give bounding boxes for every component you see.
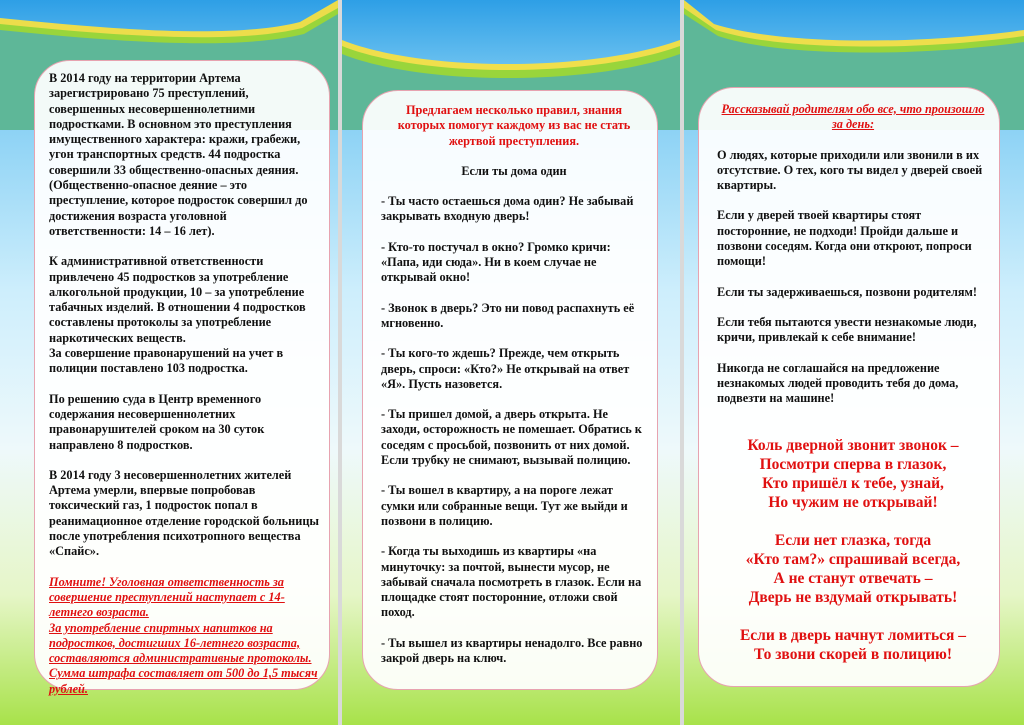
advice-paragraph: Если ты задерживаешься, позвони родителям! [717, 284, 978, 299]
statistics-card [34, 60, 330, 696]
poem-line: Дверь не вздумай открывать! [748, 589, 958, 607]
poem-stanza [717, 626, 989, 664]
advice-paragraph: Если у дверей твоей квартиры стоят посторонние, не подходи! Пройди дальше и позвони соседям. Когда они откроют, попроси помощи! [717, 208, 972, 269]
rule-item: - Кто-то постучал в окно? Громко кричи: «Папа, иди сюда». Ни в коем случае не открывай окно! [381, 239, 611, 285]
poem-line: Коль дверной звонит звонок – [747, 437, 959, 455]
advice-heading: Рассказывай родителям обо все, что произошло за день: [721, 102, 985, 132]
stats-paragraph: В 2014 году 3 несовершеннолетних жителей Артема умерли, впервые попробовав токсический газ, 1 подросток попал в реанимационное отделение городской больницы после употребления психотропного вещества «Спайс». [49, 467, 320, 559]
stats-paragraph: За совершение правонарушений на учет в полиции поставлено 103 подростка. [49, 346, 284, 376]
fine-note: За употребление спиртных напитков на подростков, достигших 16-летнего возраста, составляются административные протоколы. Сумма штрафа составляет от 500 до 1,5 тысяч рублей. [49, 620, 318, 696]
rule-item: - Ты пришел домой, а дверь открыта. Не заходи, осторожность не помешает. Обратись к соседям с просьбой, позвонить от них домой. Если трубку не снимают, вызывай полицию. [381, 407, 642, 468]
advice-paragraph: О людях, которые приходили или звонили в их отсутствие. О тех, кого ты видел у дверей своей квартиры. [717, 147, 983, 193]
rule-item: - Ты вышел из квартиры ненадолго. Все равно закрой дверь на ключ. [381, 635, 643, 666]
poem-line: «Кто там?» спрашивай всегда, [745, 551, 961, 569]
parents-advice-card [698, 87, 1000, 687]
poem-stanza [717, 531, 989, 607]
rule-item: - Ты часто остаешься дома один? Не забывай закрывать входную дверь! [381, 194, 634, 224]
rule-item: - Когда ты выходишь из квартиры «на минуточку: за почтой, вынести мусор, не забывай сначала посмотреть в глазок. Если на площадке стоят посторонние, отложи свой поход. [381, 544, 642, 620]
safety-rules-card [362, 90, 658, 690]
stats-paragraph: По решению суда в Центр временного содержания несовершеннолетних правонарушителей сроком на 30 суток направлено 8 подростков. [49, 391, 265, 452]
poem-line: Посмотри сперва в глазок, [759, 456, 947, 474]
poem-line: Если нет глазка, тогда [774, 532, 932, 550]
rule-item: - Ты вошел в квартиру, а на пороге лежат сумки или собранные вещи. Тут же выйди и позвони в полицию. [381, 483, 628, 528]
advice-paragraph: Если тебя пытаются увести незнакомые люди, кричи, привлекай к себе внимание! [717, 314, 977, 345]
rule-item: - Звонок в дверь? Это ни повод распахнуть её мгновенно. [381, 300, 635, 330]
rules-heading: Предлагаем несколько правил, знания которых помогут каждому из вас не стать жертвой преступления. [397, 103, 631, 148]
poem-line: То звони скорей в полицию! [753, 646, 953, 664]
advice-paragraph: Никогда не соглашайся на предложение незнакомых людей проводить тебя до дома, подвезти на машине! [717, 360, 959, 406]
stats-paragraph: К административной ответственности привлечено 45 подростков за употребление алкогольной продукции, 10 – за употребление табачных изделий. В отношении 4 подростков составлены протоколы за употребление наркотических веществ. [49, 254, 306, 345]
poem-stanza [717, 436, 989, 512]
rule-item: - Ты кого-то ждешь? Прежде, чем открыть дверь, спроси: «Кто?» Не открывай на ответ «Я». Пусть назовется. [381, 346, 630, 391]
poem-line: Но чужим не открывай! [768, 494, 938, 512]
poem-line: Кто пришёл к тебе, узнай, [762, 475, 944, 493]
stats-paragraph: В 2014 году на территории Артема зарегистрировано 75 преступлений, совершенных несовершеннолетними подростками. В основном это преступления имущественного характера: кражи, грабежи, угон транспортных средств. 44 подростка совершили 33 общественно-опасных деяния. (Общественно-опасное деяние – это преступление, которое подросток совершил до достижения возраста уголовной ответственности: 14 – 16 лет). [49, 71, 308, 238]
panel-left [0, 0, 338, 725]
poem-line: Если в дверь начнут ломиться – [739, 627, 967, 645]
rules-subheading: Если ты дома один [461, 163, 567, 178]
poem-line: А не станут отвечать – [773, 570, 933, 588]
door-safety-poem [717, 436, 989, 664]
warning-note: Помните! Уголовная ответственность за совершение преступлений наступает с 14-летнего возраста. [49, 574, 285, 620]
